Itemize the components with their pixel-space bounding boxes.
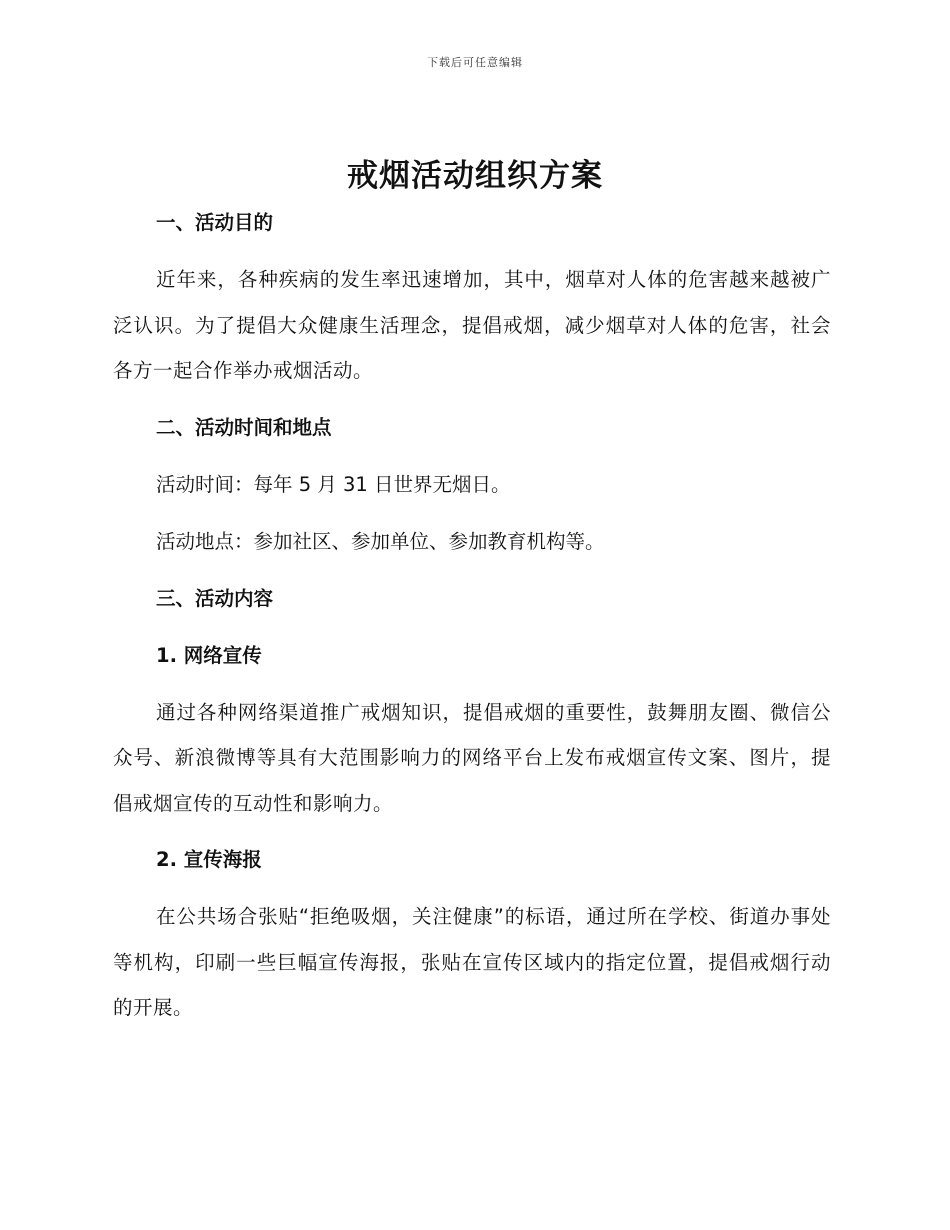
section-heading-purpose: 一、活动目的 — [156, 211, 274, 234]
paragraph-online-promotion: 通过各种网络渠道推广戒烟知识，提倡戒烟的重要性，鼓舞朋友圈、微信公众号、新浪微博等具有大范围影响力的网络平台上发布戒烟宣传文案、图片，提倡戒烟宣传的互动性和影响力。 — [113, 700, 831, 815]
activity-place-line: 活动地点：参加社区、参加单位、参加教育机构等。 — [156, 529, 605, 553]
document-title: 戒烟活动组织方案 — [347, 158, 603, 194]
subheading-posters: 2. 宣传海报 — [156, 848, 262, 871]
section-heading-content: 三、活动内容 — [156, 586, 274, 610]
section-paragraph-purpose: 近年来，各种疾病的发生率迅速增加，其中，烟草对人体的危害越来越被广泛认识。为了提倡大众健康生活理念，提倡戒烟，减少烟草对人体的危害，社会各方一起合作举办戒烟活动。 — [113, 268, 831, 382]
activity-time-line: 活动时间：每年 5 月 31 日世界无烟日。 — [156, 472, 511, 496]
subheading-online-promotion: 1. 网络宣传 — [156, 643, 262, 667]
header-note: 下载后可任意编辑 — [427, 56, 523, 69]
paragraph-posters: 在公共场合张贴“拒绝吸烟，关注健康”的标语，通过所在学校、街道办事处等机构，印刷一些巨幅宣传海报，张贴在宣传区域内的指定位置，提倡戒烟行动的开展。 — [113, 905, 831, 1019]
document-body — [113, 200, 831, 1031]
section-heading-time-place: 二、活动时间和地点 — [156, 415, 332, 439]
